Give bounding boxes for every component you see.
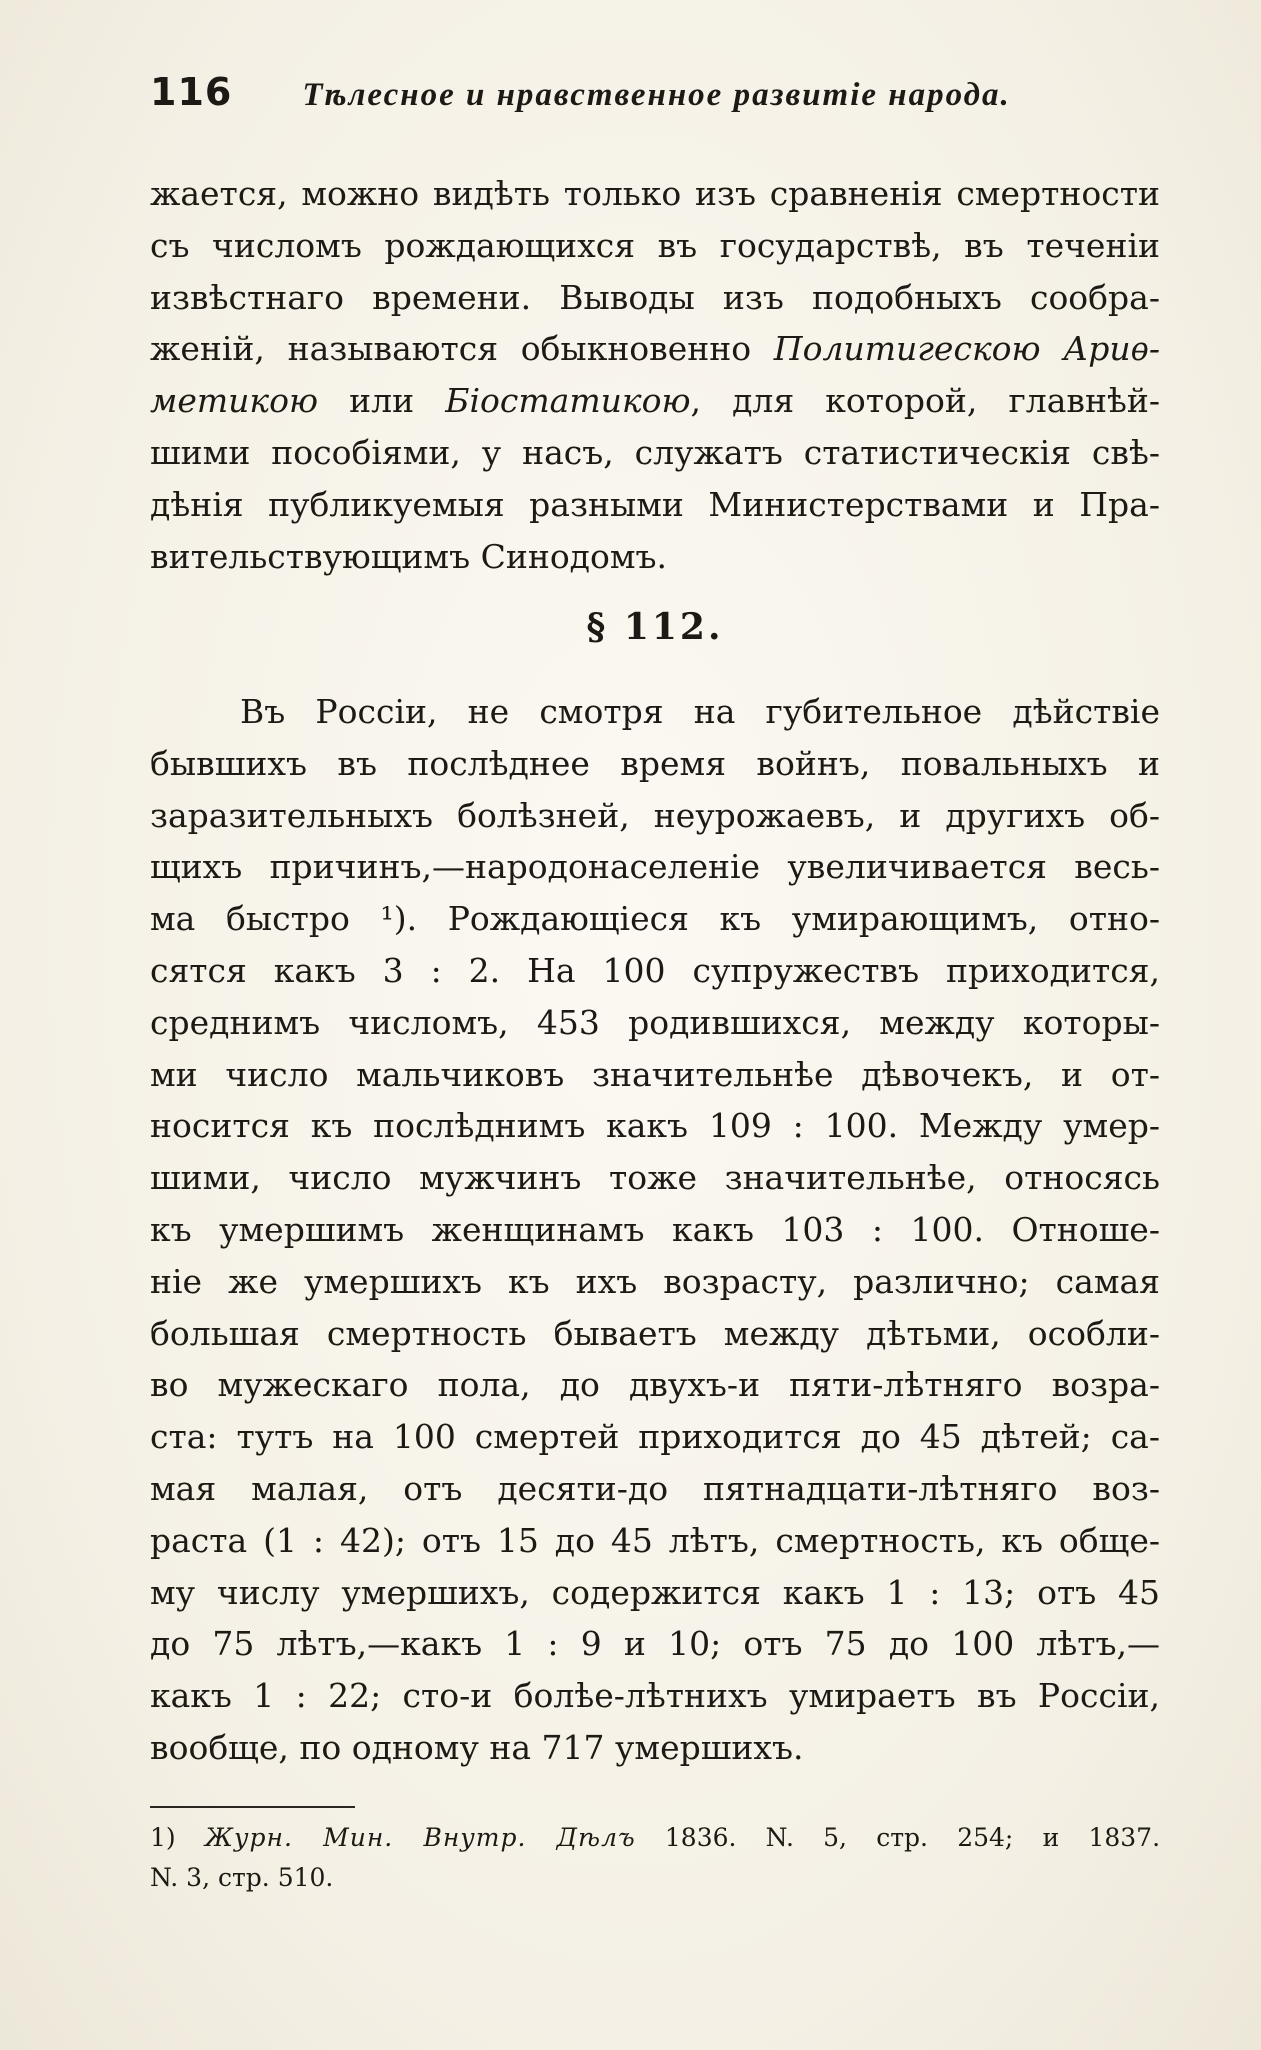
text-line: съ числомъ рождающихся въ государствѣ, въ теченіи [150,225,1160,265]
page-number: 116 [150,70,233,114]
text-line: мая малая, отъ десяти-до пятнадцати-лѣтняго воз- [150,1468,1160,1508]
text-line: шими, число мужчинъ тоже значительнѣе, относясь [150,1158,1160,1198]
paragraph-main [150,686,1160,1774]
section-heading: § 112. [586,606,724,648]
running-title: Тѣлесное и нравственное развитіе народа. [302,77,1011,113]
text-fragment: женій, называются обыкновенно [150,329,774,369]
footnote-journal: Журн. Мин. Внутр. Дѣлъ [204,1823,636,1852]
italic-term-biostatics: Біостатикою [445,381,691,421]
text-line: къ умершимъ женщинамъ какъ 103 : 100. Отноше- [150,1209,1160,1249]
text-fragment: или [318,381,446,421]
text-line: заразительныхъ болѣзней, неурожаевъ, и другихъ об- [150,795,1160,835]
page-header [150,70,1160,114]
text-line: большая смертность бываетъ между дѣтьми, особли- [150,1313,1160,1353]
text-fragment: , для которой, главнѣй- [690,381,1160,421]
italic-term-arithmetic: Ариѳ- [1063,329,1160,369]
text-line: щихъ причинъ,—народонаселеніе увеличивается весь- [150,847,1160,887]
footnote-line: N. 3, стр. 510. [150,1863,334,1892]
text-line: вообще, по одному на 717 умершихъ. [150,1727,804,1767]
text-line: Въ Россіи, не смотря на губительное дѣйствіе [240,692,1160,731]
footnote-marker: 1) [150,1823,176,1852]
text-line: до 75 лѣтъ,—какъ 1 : 9 и 10; отъ 75 до 100 лѣтъ,— [150,1624,1160,1664]
text-line: вительствующимъ Синодомъ. [150,536,668,576]
text-line: ніе же умершихъ къ ихъ возрасту, различно; самая [150,1261,1160,1301]
italic-term-political: Политигескою [773,329,1041,369]
text-line: извѣстнаго времени. Выводы изъ подобныхъ сообра- [150,277,1160,317]
italic-term-arithmetic-cont: метикою [150,381,319,421]
text-line: бывшихъ въ послѣднее время войнъ, повальныхъ и [150,743,1160,783]
text-line: шими пособіями, у насъ, служатъ статистическія свѣ- [150,432,1160,472]
text-line: ма быстро ¹). Рождающіеся къ умирающимъ, отно- [150,899,1160,939]
text-line: какъ 1 : 22; сто-и болѣе-лѣтнихъ умираетъ въ Россіи, [150,1676,1160,1716]
text-line: раста (1 : 42); отъ 15 до 45 лѣтъ, смертность, къ обще- [150,1520,1160,1560]
text-line: сятся какъ 3 : 2. На 100 супружествъ приходится, [150,950,1160,990]
footnote [150,1818,1160,1898]
footnote-reference: 1836. N. 5, стр. 254; и 1837. [664,1823,1161,1852]
text-line: му числу умершихъ, содержится какъ 1 : 13; отъ 45 [150,1572,1160,1612]
paragraph-top [150,168,1160,582]
text-line: жается, можно видѣть только изъ сравненія смертности [150,174,1160,213]
text-line-mixed [150,323,1160,375]
text-line: ста: тутъ на 100 смертей приходится до 45 дѣтей; са- [150,1417,1160,1457]
text-line: ми число мальчиковъ значительнѣе дѣвочекъ, и от- [150,1054,1160,1094]
footnote-line [150,1818,1160,1858]
text-line: во мужескаго пола, до двухъ-и пяти-лѣтняго возра- [150,1365,1160,1405]
text-line: носится къ послѣднимъ какъ 109 : 100. Между умер- [150,1106,1160,1146]
text-line: дѣнія публикуемыя разными Министерствами и Пра- [150,484,1160,524]
footnote-divider [150,1806,355,1808]
text-line-mixed [150,375,1160,427]
text-line: среднимъ числомъ, 453 родившихся, между которы- [150,1002,1160,1042]
